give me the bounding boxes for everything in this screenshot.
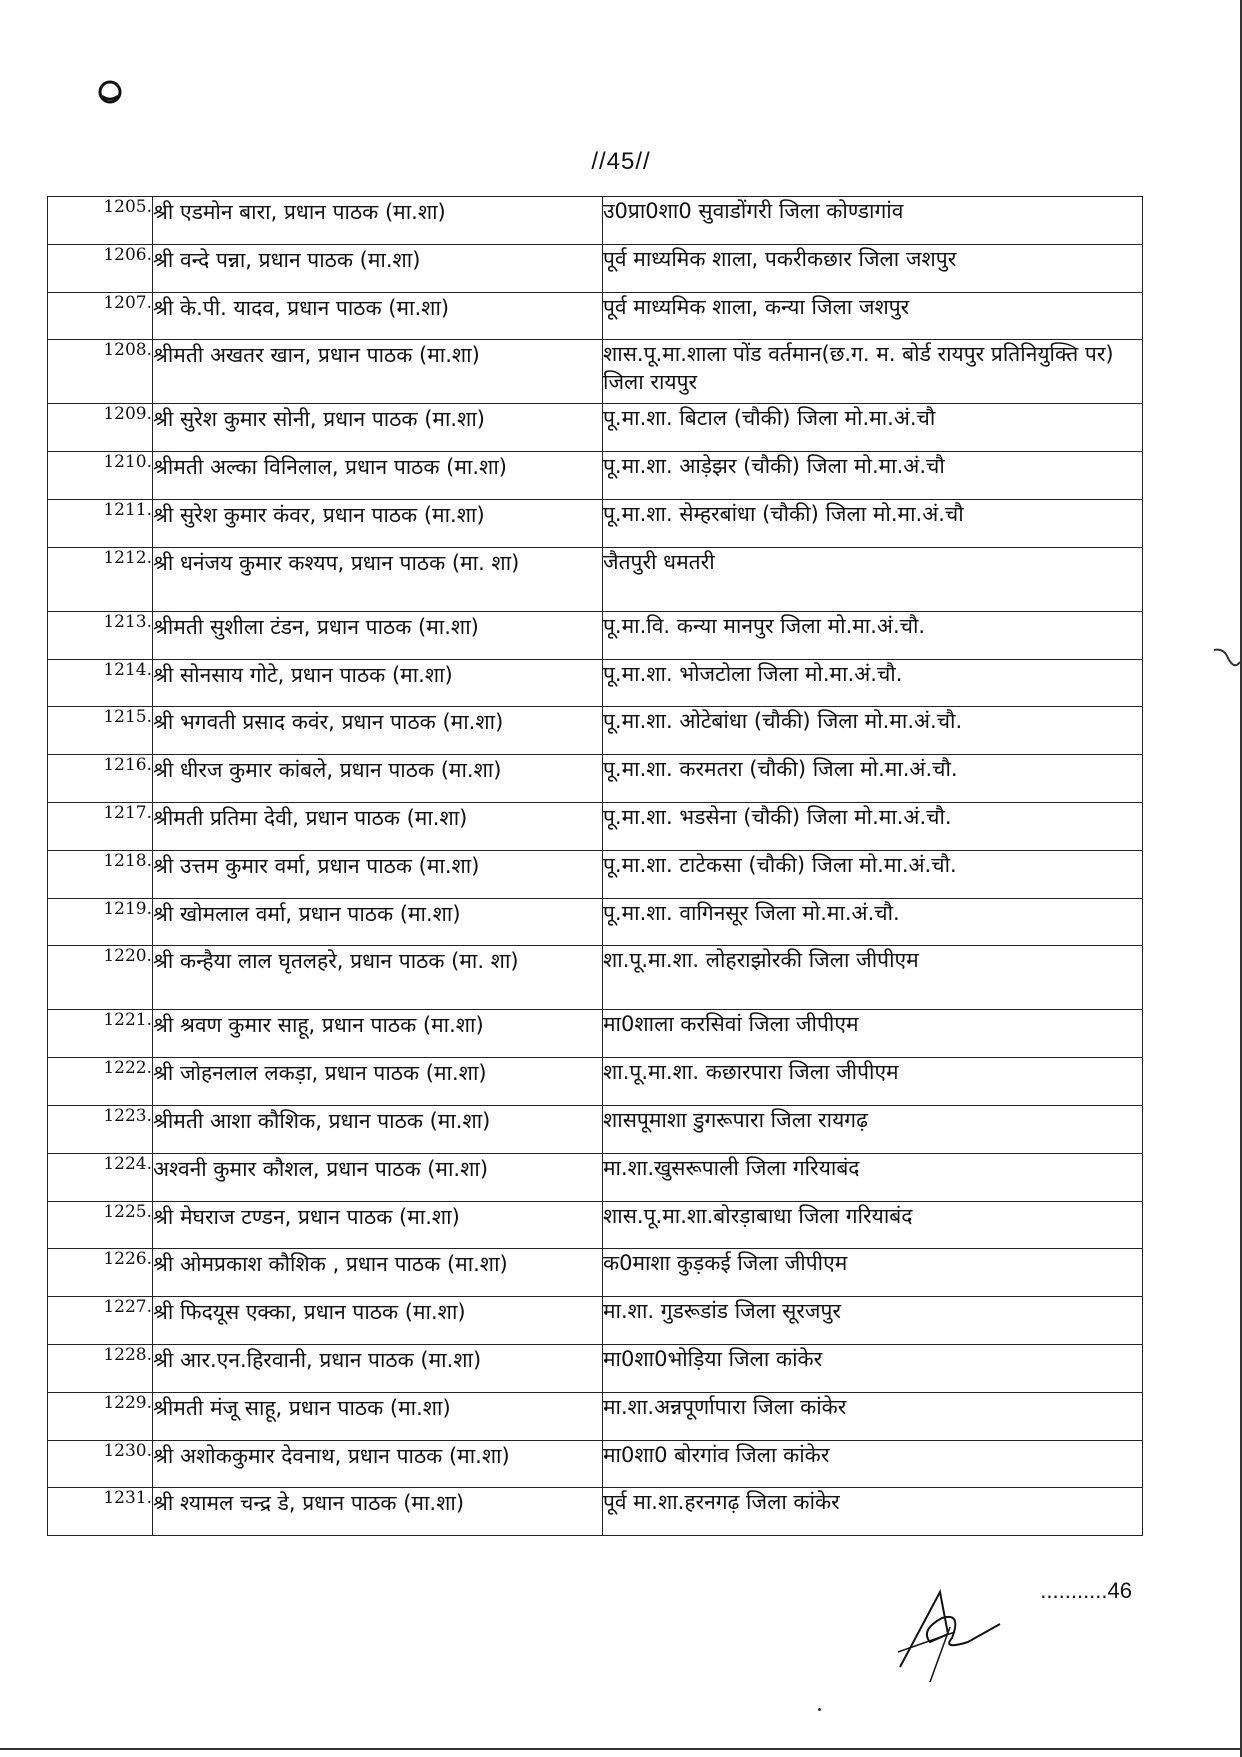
- staff-name-cell: श्री आर.एन.हिरवानी, प्रधान पाठक (मा.शा): [153, 1344, 603, 1392]
- staff-name-cell: श्री श्रवण कुमार साहू, प्रधान पाठक (मा.शा): [153, 1010, 603, 1058]
- posting-place-cell: पूर्व माध्यमिक शाला, पकरीकछार जिला जशपुर: [603, 244, 1143, 292]
- posting-place-cell: उ0प्रा0शा0 सुवाडोंगरी जिला कोण्डागांव: [603, 197, 1143, 245]
- posting-place-cell: मा0शा0भोड़िया जिला कांकेर: [603, 1344, 1143, 1392]
- row-number: 1223.: [48, 1105, 153, 1153]
- posting-place-cell: शा.पू.मा.शा. लोहराझोरकी जिला जीपीएम: [603, 946, 1143, 1010]
- staff-name-cell: श्री खोमलाल वर्मा, प्रधान पाठक (मा.शा): [153, 898, 603, 946]
- row-number: 1209.: [48, 404, 153, 452]
- page-number-header: //45//: [591, 148, 651, 175]
- row-number: 1217.: [48, 802, 153, 850]
- staff-name-cell: श्री अशोककुमार देवनाथ, प्रधान पाठक (मा.शा): [153, 1440, 603, 1488]
- row-number: 1228.: [48, 1344, 153, 1392]
- table-row: [48, 1297, 1143, 1345]
- table-row: [48, 452, 1143, 500]
- row-number: 1222.: [48, 1058, 153, 1106]
- staff-table: [47, 196, 1143, 1536]
- row-number: 1216.: [48, 755, 153, 803]
- table-row: [48, 1249, 1143, 1297]
- posting-place-cell: शासपूमाशा डुगरूपारा जिला रायगढ़: [603, 1105, 1143, 1153]
- staff-name-cell: श्री सुरेश कुमार कंवर, प्रधान पाठक (मा.शा): [153, 499, 603, 547]
- row-number: 1224.: [48, 1153, 153, 1201]
- table-body: [48, 197, 1143, 1536]
- table-row: [48, 659, 1143, 707]
- staff-name-cell: श्रीमती प्रतिमा देवी, प्रधान पाठक (मा.शा): [153, 802, 603, 850]
- row-number: 1215.: [48, 707, 153, 755]
- posting-place-cell: शास.पू.मा.शा.बोरड़ाबाधा जिला गरियाबंद: [603, 1201, 1143, 1249]
- staff-name-cell: श्रीमती अखतर खान, प्रधान पाठक (मा.शा): [153, 340, 603, 404]
- row-number: 1213.: [48, 611, 153, 659]
- staff-name-cell: श्री वन्दे पन्ना, प्रधान पाठक (मा.शा): [153, 244, 603, 292]
- scan-dot: [818, 1708, 821, 1711]
- table-row: [48, 292, 1143, 340]
- staff-name-cell: श्री कन्हैया लाल घृतलहरे, प्रधान पाठक (मा. शा): [153, 946, 603, 1010]
- row-number: 1210.: [48, 452, 153, 500]
- row-number: 1229.: [48, 1392, 153, 1440]
- table-row: [48, 707, 1143, 755]
- row-number: 1231.: [48, 1488, 153, 1536]
- staff-name-cell: श्री के.पी. यादव, प्रधान पाठक (मा.शा): [153, 292, 603, 340]
- posting-place-cell: मा0शाला करसिवां जिला जीपीएम: [603, 1010, 1143, 1058]
- staff-name-cell: श्री श्यामल चन्द्र डे, प्रधान पाठक (मा.शा): [153, 1488, 603, 1536]
- staff-name-cell: श्रीमती अल्का विनिलाल, प्रधान पाठक (मा.शा): [153, 452, 603, 500]
- staff-name-cell: श्रीमती आशा कौशिक, प्रधान पाठक (मा.शा): [153, 1105, 603, 1153]
- posting-place-cell: पू.मा.शा. ओटेबांधा (चौकी) जिला मो.मा.अं.चौ.: [603, 707, 1143, 755]
- staff-name-cell: श्री एडमोन बारा, प्रधान पाठक (मा.शा): [153, 197, 603, 245]
- row-number: 1205.: [48, 197, 153, 245]
- table-row: [48, 244, 1143, 292]
- row-number: 1214.: [48, 659, 153, 707]
- row-number: 1221.: [48, 1010, 153, 1058]
- table-row: [48, 547, 1143, 611]
- posting-place-cell: पू.मा.शा. वागिनसूर जिला मो.मा.अं.चौ.: [603, 898, 1143, 946]
- table-row: [48, 755, 1143, 803]
- table-row: [48, 499, 1143, 547]
- row-number: 1225.: [48, 1201, 153, 1249]
- posting-place-cell: पू.मा.शा. भोजटोला जिला मो.मा.अं.चौ.: [603, 659, 1143, 707]
- staff-name-cell: अश्वनी कुमार कौशल, प्रधान पाठक (मा.शा): [153, 1153, 603, 1201]
- circle-mark-icon: [96, 78, 124, 106]
- posting-place-cell: पूर्व मा.शा.हरनगढ़ जिला कांकेर: [603, 1488, 1143, 1536]
- row-number: 1206.: [48, 244, 153, 292]
- table-row: [48, 1201, 1143, 1249]
- table-row: [48, 1488, 1143, 1536]
- table-row: [48, 404, 1143, 452]
- staff-name-cell: श्री भगवती प्रसाद कवंर, प्रधान पाठक (मा.शा): [153, 707, 603, 755]
- table-row: [48, 340, 1143, 404]
- next-page-indicator: ...........46: [1040, 1578, 1132, 1603]
- staff-name-cell: श्रीमती मंजू साहू, प्रधान पाठक (मा.शा): [153, 1392, 603, 1440]
- table-row: [48, 1440, 1143, 1488]
- posting-place-cell: मा.शा.खुसरूपाली जिला गरियाबंद: [603, 1153, 1143, 1201]
- posting-place-cell: क0माशा कुड़कई जिला जीपीएम: [603, 1249, 1143, 1297]
- table-row: [48, 1058, 1143, 1106]
- table-row: [48, 1153, 1143, 1201]
- row-number: 1227.: [48, 1297, 153, 1345]
- row-number: 1212.: [48, 547, 153, 611]
- posting-place-cell: मा.शा.अन्नपूर्णापारा जिला कांकेर: [603, 1392, 1143, 1440]
- posting-place-cell: पू.मा.वि. कन्या मानपुर जिला मो.मा.अं.चौ.: [603, 611, 1143, 659]
- posting-place-cell: पूर्व माध्यमिक शाला, कन्या जिला जशपुर: [603, 292, 1143, 340]
- posting-place-cell: मा.शा. गुडरूडांड जिला सूरजपुर: [603, 1297, 1143, 1345]
- posting-place-cell: जैतपुरी धमतरी: [603, 547, 1143, 611]
- staff-name-cell: श्री धीरज कुमार कांबले, प्रधान पाठक (मा.शा): [153, 755, 603, 803]
- table-row: [48, 802, 1143, 850]
- staff-name-cell: श्री ओमप्रकाश कौशिक , प्रधान पाठक (मा.शा): [153, 1249, 603, 1297]
- table-row: [48, 1010, 1143, 1058]
- row-number: 1230.: [48, 1440, 153, 1488]
- posting-place-cell: पू.मा.शा. भडसेना (चौकी) जिला मो.मा.अं.चौ.: [603, 802, 1143, 850]
- row-number: 1219.: [48, 898, 153, 946]
- table-row: [48, 197, 1143, 245]
- row-number: 1220.: [48, 946, 153, 1010]
- row-number: 1207.: [48, 292, 153, 340]
- table-row: [48, 611, 1143, 659]
- table-row: [48, 1344, 1143, 1392]
- table-row: [48, 1392, 1143, 1440]
- staff-name-cell: श्री मेघराज टण्डन, प्रधान पाठक (मा.शा): [153, 1201, 603, 1249]
- posting-place-cell: पू.मा.शा. सेम्हरबांधा (चौकी) जिला मो.मा.अं.चौ: [603, 499, 1143, 547]
- posting-place-cell: पू.मा.शा. बिटाल (चौकी) जिला मो.मा.अं.चौ: [603, 404, 1143, 452]
- margin-scribble-icon: [1212, 640, 1242, 680]
- scan-bottom-line: [0, 1748, 1242, 1750]
- row-number: 1218.: [48, 850, 153, 898]
- staff-name-cell: श्री सुरेश कुमार सोनी, प्रधान पाठक (मा.शा): [153, 404, 603, 452]
- staff-name-cell: श्री धनंजय कुमार कश्यप, प्रधान पाठक (मा. शा): [153, 547, 603, 611]
- staff-name-cell: श्रीमती सुशीला टंडन, प्रधान पाठक (मा.शा): [153, 611, 603, 659]
- row-number: 1208.: [48, 340, 153, 404]
- row-number: 1211.: [48, 499, 153, 547]
- table-row: [48, 898, 1143, 946]
- staff-name-cell: श्री जोहनलाल लकड़ा, प्रधान पाठक (मा.शा): [153, 1058, 603, 1106]
- posting-place-cell: पू.मा.शा. करमतरा (चौकी) जिला मो.मा.अं.चौ.: [603, 755, 1143, 803]
- posting-place-cell: शा.पू.मा.शा. कछारपारा जिला जीपीएम: [603, 1058, 1143, 1106]
- table-row: [48, 946, 1143, 1010]
- posting-place-cell: पू.मा.शा. आड़ेझर (चौकी) जिला मो.मा.अं.चौ: [603, 452, 1143, 500]
- posting-place-cell: शास.पू.मा.शाला पोंड वर्तमान(छ.ग. म. बोर्ड रायपुर प्रतिनियुक्ति पर) जिला रायपुर: [603, 340, 1143, 404]
- staff-name-cell: श्री फिदयूस एक्का, प्रधान पाठक (मा.शा): [153, 1297, 603, 1345]
- posting-place-cell: पू.मा.शा. टाटेकसा (चौकी) जिला मो.मा.अं.चौ.: [603, 850, 1143, 898]
- row-number: 1226.: [48, 1249, 153, 1297]
- table-row: [48, 850, 1143, 898]
- staff-name-cell: श्री सोनसाय गोटे, प्रधान पाठक (मा.शा): [153, 659, 603, 707]
- signature-icon: [880, 1572, 1010, 1682]
- posting-place-cell: मा0शा0 बोरगांव जिला कांकेर: [603, 1440, 1143, 1488]
- staff-name-cell: श्री उत्तम कुमार वर्मा, प्रधान पाठक (मा.शा): [153, 850, 603, 898]
- table-row: [48, 1105, 1143, 1153]
